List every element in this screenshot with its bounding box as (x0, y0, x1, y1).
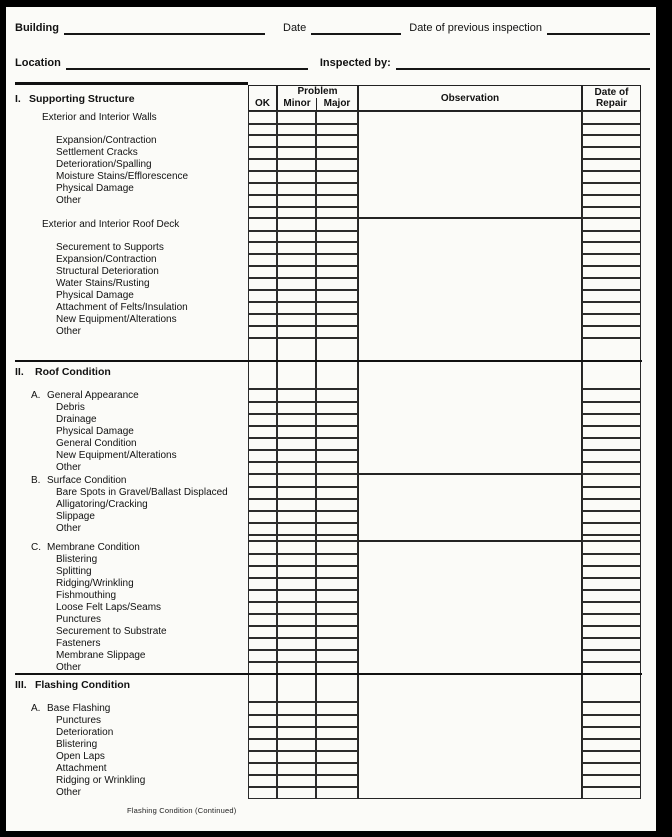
major-checkbox-cell[interactable] (316, 171, 358, 183)
minor-checkbox-cell[interactable] (277, 751, 316, 763)
date-of-repair-cell[interactable] (582, 566, 641, 578)
ok-checkbox-cell[interactable] (248, 715, 277, 727)
minor-checkbox-cell[interactable] (277, 499, 316, 511)
section-title: III. Flashing Condition (15, 679, 131, 691)
major-checkbox-cell[interactable] (316, 751, 358, 763)
minor-checkbox-cell[interactable] (277, 638, 316, 650)
minor-checkbox-cell[interactable] (277, 763, 316, 775)
ok-checkbox-cell[interactable] (248, 727, 277, 739)
date-of-repair-cell[interactable] (582, 195, 641, 207)
observation-column-header: Observation (358, 85, 582, 111)
checklist-item-label: Deterioration (56, 727, 114, 738)
previous-inspection-label: Date of previous inspection (409, 22, 542, 34)
checklist-item-label: Bare Spots in Gravel/Ballast Displaced (56, 487, 228, 498)
major-checkbox-cell[interactable] (316, 462, 358, 474)
date-input-line[interactable] (311, 33, 401, 35)
date-of-repair-cell[interactable] (582, 361, 641, 389)
checklist-item-label: Loose Felt Laps/Seams (56, 602, 162, 613)
date-of-repair-cell[interactable] (582, 402, 641, 414)
date-of-repair-cell[interactable] (582, 159, 641, 171)
minor-checkbox-cell[interactable] (277, 218, 316, 231)
ok-checkbox-cell[interactable] (248, 566, 277, 578)
ok-column-header: OK (248, 85, 277, 111)
checklist-item-label: Exterior and Interior Roof Deck (42, 219, 180, 230)
checklist-item-label: Slippage (56, 511, 95, 522)
observation-cell[interactable] (358, 474, 582, 541)
scan-border-bottom (0, 831, 672, 837)
ok-checkbox-cell[interactable] (248, 590, 277, 602)
checklist-item-label: Other (56, 195, 82, 206)
major-checkbox-cell[interactable] (316, 727, 358, 739)
date-of-repair-cell[interactable] (582, 638, 641, 650)
date-of-repair-cell[interactable] (582, 414, 641, 426)
ok-checkbox-cell[interactable] (248, 402, 277, 414)
minor-checkbox-cell[interactable] (277, 314, 316, 326)
date-of-repair-cell[interactable] (582, 207, 641, 218)
observation-cell[interactable] (358, 218, 582, 361)
minor-checkbox-cell[interactable] (277, 450, 316, 462)
major-checkbox-cell[interactable] (316, 702, 358, 715)
ok-checkbox-cell[interactable] (248, 266, 277, 278)
ok-checkbox-cell[interactable] (248, 450, 277, 462)
ok-checkbox-cell[interactable] (248, 578, 277, 590)
minor-checkbox-cell[interactable] (277, 414, 316, 426)
problem-header-label: Problem (297, 86, 338, 97)
checklist-item-label: Other (56, 523, 82, 534)
ok-checkbox-cell[interactable] (248, 602, 277, 614)
minor-checkbox-cell[interactable] (277, 254, 316, 266)
date-of-repair-cell[interactable] (582, 727, 641, 739)
label-column-top-rule (15, 82, 248, 85)
checklist-item-label: Ridging or Wrinkling (56, 775, 146, 786)
date-of-repair-column-header: Date of Repair (582, 85, 641, 111)
ok-checkbox-cell[interactable] (248, 326, 277, 338)
minor-checkbox-cell[interactable] (277, 578, 316, 590)
section-1-title: I. Supporting Structure (15, 93, 135, 105)
observation-cell[interactable] (358, 541, 582, 674)
minor-checkbox-cell[interactable] (277, 715, 316, 727)
checklist-item-label: Blistering (56, 739, 98, 750)
ok-checkbox-cell[interactable] (248, 242, 277, 254)
checklist-item-label: Physical Damage (56, 290, 134, 301)
observation-cell[interactable] (358, 674, 582, 799)
major-checkbox-cell[interactable] (316, 438, 358, 450)
checklist-item-label: Expansion/Contraction (56, 254, 157, 265)
date-of-repair-cell[interactable] (582, 326, 641, 338)
observation-cell[interactable] (358, 361, 582, 474)
checklist-item-label: New Equipment/Alterations (56, 314, 177, 325)
major-checkbox-cell[interactable] (316, 450, 358, 462)
inspected-by-input-line[interactable] (396, 68, 650, 70)
ok-checkbox-cell[interactable] (248, 218, 277, 231)
major-checkbox-cell[interactable] (316, 266, 358, 278)
ok-checkbox-cell[interactable] (248, 171, 277, 183)
ok-checkbox-cell[interactable] (248, 338, 277, 361)
ok-checkbox-cell[interactable] (248, 231, 277, 242)
ok-checkbox-cell[interactable] (248, 124, 277, 135)
date-of-repair-cell[interactable] (582, 290, 641, 302)
minor-checkbox-cell[interactable] (277, 674, 316, 702)
minor-checkbox-cell[interactable] (277, 650, 316, 662)
date-of-repair-cell[interactable] (582, 474, 641, 487)
footer-note: Flashing Condition (Continued) (127, 806, 237, 815)
date-of-repair-cell[interactable] (582, 626, 641, 638)
minor-checkbox-cell[interactable] (277, 171, 316, 183)
ok-checkbox-cell[interactable] (248, 523, 277, 535)
minor-checkbox-cell[interactable] (277, 602, 316, 614)
major-checkbox-cell[interactable] (316, 787, 358, 799)
checklist-item-label: Other (56, 326, 82, 337)
ok-checkbox-cell[interactable] (248, 290, 277, 302)
major-checkbox-cell[interactable] (316, 426, 358, 438)
ok-checkbox-cell[interactable] (248, 751, 277, 763)
major-checkbox-cell[interactable] (316, 763, 358, 775)
date-of-repair-cell[interactable] (582, 266, 641, 278)
date-of-repair-cell[interactable] (582, 751, 641, 763)
date-of-repair-cell[interactable] (582, 124, 641, 135)
ok-checkbox-cell[interactable] (248, 638, 277, 650)
ok-checkbox-cell[interactable] (248, 775, 277, 787)
minor-checkbox-cell[interactable] (277, 739, 316, 751)
minor-checkbox-cell[interactable] (277, 787, 316, 799)
major-checkbox-cell[interactable] (316, 402, 358, 414)
major-checkbox-cell[interactable] (316, 602, 358, 614)
minor-checkbox-cell[interactable] (277, 278, 316, 290)
minor-checkbox-cell[interactable] (277, 523, 316, 535)
minor-checkbox-cell[interactable] (277, 231, 316, 242)
checklist-item-label: Deterioration/Spalling (56, 159, 152, 170)
checklist-item-label: Securement to Supports (56, 242, 164, 253)
major-checkbox-cell[interactable] (316, 183, 358, 195)
major-checkbox-cell[interactable] (316, 135, 358, 147)
major-checkbox-cell[interactable] (316, 218, 358, 231)
date-of-repair-cell[interactable] (582, 487, 641, 499)
major-checkbox-cell[interactable] (316, 147, 358, 159)
checklist-item-label: New Equipment/Alterations (56, 450, 177, 461)
minor-checkbox-cell[interactable] (277, 614, 316, 626)
major-checkbox-cell[interactable] (316, 195, 358, 207)
date-of-repair-cell[interactable] (582, 389, 641, 402)
major-checkbox-cell[interactable] (316, 231, 358, 242)
date-of-repair-cell[interactable] (582, 462, 641, 474)
minor-major-subheaders (278, 98, 357, 110)
checklist-item-label: Open Laps (56, 751, 105, 762)
section-title: II. Roof Condition (15, 366, 111, 378)
scan-border-top (0, 0, 672, 7)
major-checkbox-cell[interactable] (316, 474, 358, 487)
major-checkbox-cell[interactable] (316, 775, 358, 787)
major-checkbox-cell[interactable] (316, 715, 358, 727)
date-of-repair-cell[interactable] (582, 302, 641, 314)
major-checkbox-cell[interactable] (316, 487, 358, 499)
major-checkbox-cell[interactable] (316, 159, 358, 171)
minor-checkbox-cell[interactable] (277, 266, 316, 278)
minor-checkbox-cell[interactable] (277, 389, 316, 402)
date-of-repair-cell[interactable] (582, 278, 641, 290)
date-of-repair-cell[interactable] (582, 147, 641, 159)
ok-checkbox-cell[interactable] (248, 541, 277, 554)
checklist-item-label: Drainage (56, 414, 97, 425)
date-of-repair-cell[interactable] (582, 254, 641, 266)
checklist-item-label: Attachment (56, 763, 107, 774)
ok-checkbox-cell[interactable] (248, 702, 277, 715)
minor-checkbox-cell[interactable] (277, 159, 316, 171)
form-header-row-1 (15, 20, 650, 35)
minor-checkbox-cell[interactable] (277, 426, 316, 438)
major-checkbox-cell[interactable] (316, 638, 358, 650)
date-of-repair-cell[interactable] (582, 171, 641, 183)
major-checkbox-cell[interactable] (316, 111, 358, 124)
checklist-item-label: A. Base Flashing (31, 703, 111, 714)
major-checkbox-cell[interactable] (316, 541, 358, 554)
checklist-item-label: Physical Damage (56, 183, 134, 194)
minor-checkbox-cell[interactable] (277, 511, 316, 523)
date-of-repair-cell[interactable] (582, 183, 641, 195)
minor-checkbox-cell[interactable] (277, 302, 316, 314)
major-column-header: Major (323, 98, 351, 109)
major-checkbox-cell[interactable] (316, 626, 358, 638)
ok-checkbox-cell[interactable] (248, 554, 277, 566)
minor-checkbox-cell[interactable] (277, 590, 316, 602)
building-label: Building (15, 22, 59, 34)
major-checkbox-cell[interactable] (316, 314, 358, 326)
date-of-repair-cell[interactable] (582, 775, 641, 787)
ok-checkbox-cell[interactable] (248, 195, 277, 207)
ok-checkbox-cell[interactable] (248, 763, 277, 775)
inspected-by-label: Inspected by: (319, 57, 391, 69)
checklist-item-label: Water Stains/Rusting (56, 278, 150, 289)
ok-checkbox-cell[interactable] (248, 426, 277, 438)
date-of-repair-cell[interactable] (582, 787, 641, 799)
checklist-item-label: General Condition (56, 438, 137, 449)
date-of-repair-cell[interactable] (582, 739, 641, 751)
minor-checkbox-cell[interactable] (277, 207, 316, 218)
major-checkbox-cell[interactable] (316, 523, 358, 535)
date-of-repair-cell[interactable] (582, 135, 641, 147)
date-of-repair-cell[interactable] (582, 450, 641, 462)
ok-checkbox-cell[interactable] (248, 159, 277, 171)
minor-checkbox-cell[interactable] (277, 290, 316, 302)
date-of-repair-cell[interactable] (582, 438, 641, 450)
date-label: Date (283, 22, 307, 34)
ok-checkbox-cell[interactable] (248, 511, 277, 523)
location-input-line[interactable] (66, 68, 308, 70)
checklist-item-label: Physical Damage (56, 426, 134, 437)
major-checkbox-cell[interactable] (316, 278, 358, 290)
ok-checkbox-cell[interactable] (248, 650, 277, 662)
ok-checkbox-cell[interactable] (248, 626, 277, 638)
major-checkbox-cell[interactable] (316, 361, 358, 389)
minor-checkbox-cell[interactable] (277, 554, 316, 566)
checklist-item-label: Ridging/Wrinkling (56, 578, 134, 589)
major-checkbox-cell[interactable] (316, 290, 358, 302)
date-of-repair-cell[interactable] (582, 218, 641, 231)
minor-checkbox-cell[interactable] (277, 541, 316, 554)
major-checkbox-cell[interactable] (316, 590, 358, 602)
major-checkbox-cell[interactable] (316, 554, 358, 566)
date-of-repair-cell[interactable] (582, 763, 641, 775)
checklist-item-label: Exterior and Interior Walls (42, 112, 157, 123)
checklist-item-label: Attachment of Felts/Insulation (56, 302, 188, 313)
minor-checkbox-cell[interactable] (277, 566, 316, 578)
major-checkbox-cell[interactable] (316, 674, 358, 702)
date-of-repair-cell[interactable] (582, 541, 641, 554)
ok-checkbox-cell[interactable] (248, 787, 277, 799)
minor-checkbox-cell[interactable] (277, 361, 316, 389)
ok-checkbox-cell[interactable] (248, 414, 277, 426)
building-input-line[interactable] (64, 33, 265, 35)
checklist-item-label: Alligatoring/Cracking (56, 499, 148, 510)
ok-checkbox-cell[interactable] (248, 739, 277, 751)
major-checkbox-cell[interactable] (316, 254, 358, 266)
date-of-repair-cell[interactable] (582, 242, 641, 254)
checklist-item-label: Membrane Slippage (56, 650, 146, 661)
minor-checkbox-cell[interactable] (277, 195, 316, 207)
checklist-item-label: Expansion/Contraction (56, 135, 157, 146)
ok-checkbox-cell[interactable] (248, 438, 277, 450)
date-of-repair-cell[interactable] (582, 426, 641, 438)
checklist-item-label: Punctures (56, 614, 102, 625)
minor-checkbox-cell[interactable] (277, 487, 316, 499)
ok-checkbox-cell[interactable] (248, 254, 277, 266)
scan-border-right (656, 0, 672, 837)
ok-checkbox-cell[interactable] (248, 462, 277, 474)
date-of-repair-cell[interactable] (582, 715, 641, 727)
ok-checkbox-cell[interactable] (248, 499, 277, 511)
date-of-repair-cell[interactable] (582, 523, 641, 535)
ok-checkbox-cell[interactable] (248, 135, 277, 147)
major-checkbox-cell[interactable] (316, 414, 358, 426)
major-checkbox-cell[interactable] (316, 338, 358, 361)
checklist-item-label: Other (56, 787, 82, 798)
checklist-item-label: C. Membrane Condition (31, 542, 140, 553)
checklist-item-label: Punctures (56, 715, 102, 726)
date-of-repair-cell[interactable] (582, 674, 641, 702)
major-checkbox-cell[interactable] (316, 124, 358, 135)
checklist-item-label: Structural Deterioration (56, 266, 159, 277)
checklist-item-label: Fasteners (56, 638, 101, 649)
date-of-repair-cell[interactable] (582, 338, 641, 361)
ok-checkbox-cell[interactable] (248, 614, 277, 626)
checklist-item-label: Moisture Stains/Efflorescence (56, 171, 189, 182)
major-checkbox-cell[interactable] (316, 302, 358, 314)
checklist-item-label: Other (56, 662, 82, 673)
minor-checkbox-cell[interactable] (277, 242, 316, 254)
ok-checkbox-cell[interactable] (248, 361, 277, 389)
section-divider-rule (15, 360, 642, 362)
scan-border-left (0, 0, 6, 837)
major-checkbox-cell[interactable] (316, 326, 358, 338)
minor-checkbox-cell[interactable] (277, 338, 316, 361)
ok-checkbox-cell[interactable] (248, 674, 277, 702)
major-checkbox-cell[interactable] (316, 739, 358, 751)
major-checkbox-cell[interactable] (316, 389, 358, 402)
checklist-item-label: Debris (56, 402, 85, 413)
major-checkbox-cell[interactable] (316, 614, 358, 626)
ok-checkbox-cell[interactable] (248, 487, 277, 499)
checklist-item-label: Blistering (56, 554, 98, 565)
date-of-repair-cell[interactable] (582, 511, 641, 523)
date-of-repair-cell[interactable] (582, 602, 641, 614)
major-checkbox-cell[interactable] (316, 511, 358, 523)
date-of-repair-cell[interactable] (582, 578, 641, 590)
minor-checkbox-cell[interactable] (277, 111, 316, 124)
major-checkbox-cell[interactable] (316, 650, 358, 662)
major-checkbox-cell[interactable] (316, 578, 358, 590)
minor-checkbox-cell[interactable] (277, 727, 316, 739)
checklist-item-label: A. General Appearance (31, 390, 139, 401)
minor-checkbox-cell[interactable] (277, 775, 316, 787)
checklist-item-label: Fishmouthing (56, 590, 117, 601)
date-of-repair-cell[interactable] (582, 111, 641, 124)
minor-checkbox-cell[interactable] (277, 402, 316, 414)
major-checkbox-cell[interactable] (316, 242, 358, 254)
date-of-repair-cell[interactable] (582, 650, 641, 662)
minor-checkbox-cell[interactable] (277, 183, 316, 195)
minor-checkbox-cell[interactable] (277, 135, 316, 147)
date-of-repair-cell[interactable] (582, 231, 641, 242)
ok-checkbox-cell[interactable] (248, 183, 277, 195)
minor-checkbox-cell[interactable] (277, 702, 316, 715)
major-checkbox-cell[interactable] (316, 499, 358, 511)
date-of-repair-cell[interactable] (582, 499, 641, 511)
date-of-repair-cell[interactable] (582, 614, 641, 626)
checklist-item-label: Splitting (56, 566, 92, 577)
ok-checkbox-cell[interactable] (248, 278, 277, 290)
date-of-repair-cell[interactable] (582, 590, 641, 602)
minor-checkbox-cell[interactable] (277, 438, 316, 450)
date-of-repair-cell[interactable] (582, 554, 641, 566)
ok-checkbox-cell[interactable] (248, 302, 277, 314)
major-checkbox-cell[interactable] (316, 207, 358, 218)
date-of-repair-cell[interactable] (582, 314, 641, 326)
checklist-item-label: Securement to Substrate (56, 626, 167, 637)
observation-cell[interactable] (358, 111, 582, 218)
minor-checkbox-cell[interactable] (277, 462, 316, 474)
ok-checkbox-cell[interactable] (248, 147, 277, 159)
ok-checkbox-cell[interactable] (248, 207, 277, 218)
minor-checkbox-cell[interactable] (277, 626, 316, 638)
form-header-row-2 (15, 55, 650, 70)
major-checkbox-cell[interactable] (316, 566, 358, 578)
date-of-repair-cell[interactable] (582, 702, 641, 715)
location-label: Location (15, 57, 61, 69)
checklist-item-label: Settlement Cracks (56, 147, 138, 158)
checklist-item-label: Other (56, 462, 82, 473)
ok-checkbox-cell[interactable] (248, 314, 277, 326)
section-divider-rule (15, 673, 642, 675)
checklist-item-label: B. Surface Condition (31, 475, 127, 486)
problem-column-header (277, 85, 358, 111)
minor-column-header: Minor (278, 98, 317, 110)
minor-checkbox-cell[interactable] (277, 124, 316, 135)
minor-checkbox-cell[interactable] (277, 326, 316, 338)
minor-checkbox-cell[interactable] (277, 474, 316, 487)
minor-checkbox-cell[interactable] (277, 147, 316, 159)
ok-checkbox-cell[interactable] (248, 474, 277, 487)
ok-checkbox-cell[interactable] (248, 111, 277, 124)
previous-inspection-input-line[interactable] (547, 33, 650, 35)
ok-checkbox-cell[interactable] (248, 389, 277, 402)
